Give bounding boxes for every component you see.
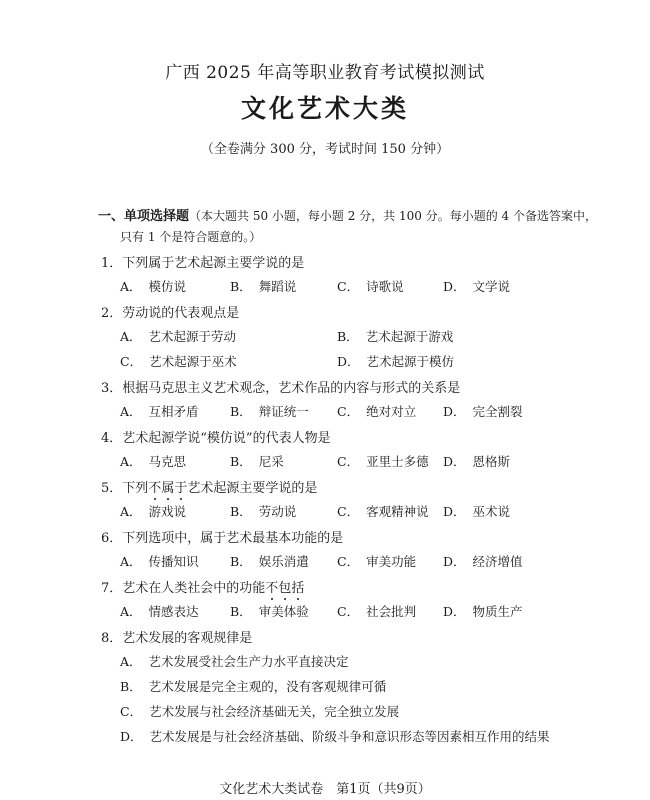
question-emphasis [265, 581, 304, 596]
exam-note: （全卷满分 300 分，考试时间 150 分钟） [200, 142, 450, 157]
question-text-pre: 艺术在人类社会中的功能 [122, 581, 266, 596]
question-8-stem [101, 627, 252, 646]
emphasis-char: 不 [148, 481, 162, 496]
question-1-option-d: D． 文学说 [443, 279, 511, 294]
question-5-option-d: D． 巫术说 [443, 504, 511, 519]
question-5-option-a: A． 游戏说 [120, 504, 187, 519]
question-6-option-a: A． 传播知识 [120, 554, 199, 569]
question-7-stem [101, 577, 304, 596]
question-6-stem [101, 527, 343, 546]
question-number: 4． [101, 431, 123, 446]
question-2-option-c: C． 艺术起源于巫术 [120, 354, 237, 369]
question-text: 下列选项中，属于艺术最基本功能的是 [122, 531, 344, 546]
question-2-stem [101, 302, 239, 321]
question-text: 下列属于艺术起源主要学说的是 [122, 256, 305, 271]
question-3-option-c: C． 绝对对立 [337, 404, 417, 419]
question-4-option-a: A． 马克思 [120, 454, 187, 469]
question-8-option-c: C． 艺术发展与社会经济基础无关，完全独立发展 [120, 704, 400, 719]
question-number: 7． [101, 581, 123, 596]
question-number: 3． [101, 381, 123, 396]
section-title: 一、单项选择题 [98, 209, 190, 224]
question-7-option-a: A． 情感表达 [120, 604, 199, 619]
question-2-option-d: D． 艺术起源于模仿 [337, 354, 455, 369]
question-7-option-c: C． 社会批判 [337, 604, 417, 619]
question-number: 6． [101, 531, 123, 546]
question-4-stem [101, 427, 331, 446]
question-3-option-a: A． 互相矛盾 [120, 404, 199, 419]
subject-title: 文化艺术大类 [240, 94, 409, 123]
section-description: （本大题共 50 小题，每小题 2 分，共 100 分。每小题的 4 个备选答案中， [189, 209, 597, 223]
question-text-post: 艺术起源主要学说的是 [187, 481, 318, 496]
question-5-stem [101, 477, 317, 496]
question-3-option-b: B． 辩证统一 [230, 404, 309, 419]
question-7-option-b: B． 审美体验 [230, 604, 309, 619]
question-4-option-b: B． 尼采 [230, 454, 284, 469]
question-1-option-c: C． 诗歌说 [337, 279, 404, 294]
question-number: 1． [101, 256, 123, 271]
question-3-option-d: D． 完全割裂 [443, 404, 523, 419]
question-number: 2． [101, 306, 123, 321]
question-6-option-b: B． 娱乐消遣 [230, 554, 309, 569]
question-1-stem [101, 252, 304, 271]
question-text: 根据马克思主义艺术观念，艺术作品的内容与形式的关系是 [122, 381, 461, 396]
emphasis-char: 括 [291, 581, 305, 596]
question-number: 5． [101, 481, 123, 496]
question-1-option-b: B． 舞蹈说 [230, 279, 297, 294]
question-text-pre: 下列 [122, 481, 149, 496]
section-description-continued: 只有 1 个是符合题意的。） [120, 230, 262, 244]
emphasis-char: 属 [161, 481, 175, 496]
question-5-option-b: B． 劳动说 [230, 504, 297, 519]
question-8-option-a: A． 艺术发展受社会生产力水平直接决定 [120, 654, 349, 669]
page-footer: 文化艺术大类试卷 第1页（共9页） [219, 782, 431, 797]
question-8-option-d: D． 艺术发展是与社会经济基础、阶级斗争和意识形态等因素相互作用的结果 [120, 729, 550, 744]
question-4-option-d: D． 恩格斯 [443, 454, 511, 469]
exam-title: 广西 2025 年高等职业教育考试模拟测试 [165, 63, 485, 83]
question-5-option-c: C． 客观精神说 [337, 504, 429, 519]
question-4-option-c: C． 亚里士多德 [337, 454, 429, 469]
question-2-option-b: B． 艺术起源于游戏 [337, 329, 454, 344]
question-2-option-a: A． 艺术起源于劳动 [120, 329, 237, 344]
question-6-option-d: D． 经济增值 [443, 554, 523, 569]
section-heading [98, 202, 597, 231]
emphasis-char: 不 [265, 581, 279, 596]
question-3-stem [101, 377, 460, 396]
question-emphasis [148, 481, 187, 496]
question-text: 艺术起源学说“模仿说”的代表人物是 [122, 431, 331, 446]
emphasis-char: 于 [174, 481, 188, 496]
question-number: 8． [101, 631, 123, 646]
question-text: 艺术发展的客观规律是 [122, 631, 253, 646]
question-6-option-c: C． 审美功能 [337, 554, 417, 569]
question-text: 劳动说的代表观点是 [122, 306, 240, 321]
question-1-option-a: A． 模仿说 [120, 279, 187, 294]
emphasis-char: 包 [278, 581, 292, 596]
question-7-option-d: D． 物质生产 [443, 604, 523, 619]
question-8-option-b: B． 艺术发展是完全主观的，没有客观规律可循 [120, 679, 387, 694]
